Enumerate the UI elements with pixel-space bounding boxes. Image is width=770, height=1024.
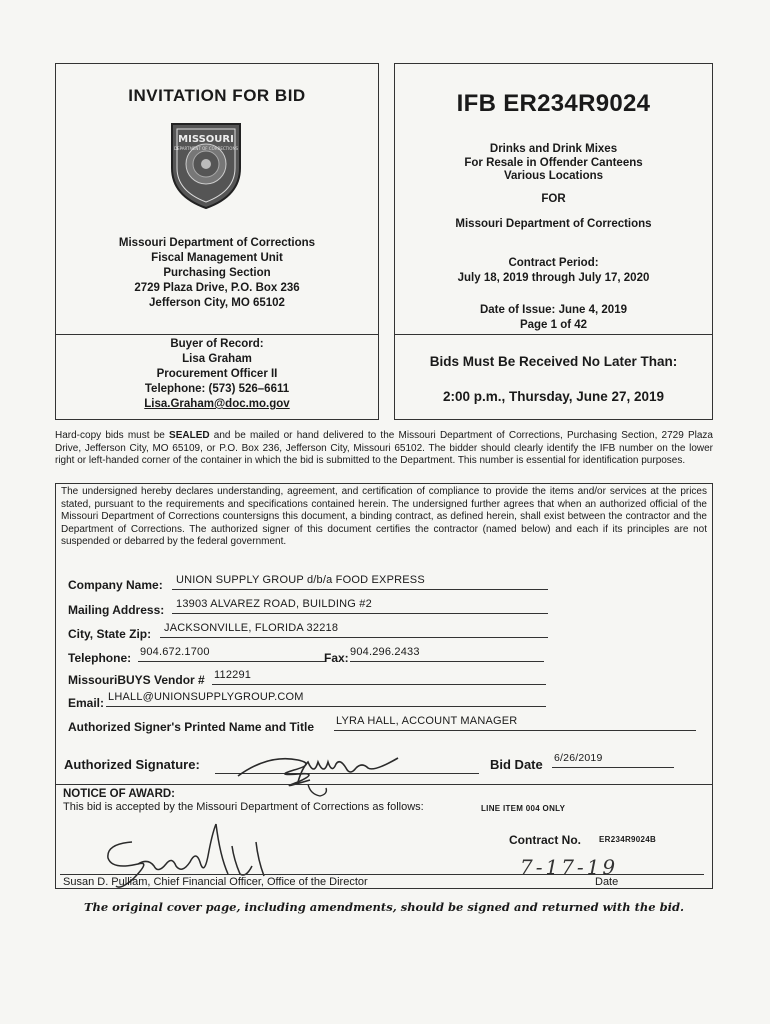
bidder-signature-image [228, 732, 408, 804]
officer-name: Susan D. Pulliam, Chief Financial Officer, Office of the Director [63, 876, 368, 888]
contract-period [394, 256, 713, 286]
agency-name: Missouri Department of Corrections [118, 237, 316, 249]
bid-date-label [490, 757, 543, 772]
award-date-label: Date [595, 876, 619, 888]
agency-unit: Fiscal Management Unit [151, 252, 283, 264]
agency-address-line1: 2729 Plaza Drive, P.O. Box 236 [134, 282, 300, 294]
issue-date: Date of Issue: June 4, 2019 [479, 304, 627, 316]
ifb-agency: Missouri Department of Corrections [455, 218, 652, 230]
desc-line1: Drinks and Drink Mixes [489, 143, 618, 155]
award-divider [55, 784, 713, 785]
footer-note: The original cover page, including amendments, should be signed and returned with the bid. [83, 900, 685, 914]
agency-address [55, 236, 379, 311]
desc-line2: For Resale in Offender Canteens [464, 156, 643, 169]
vendor-number-field[interactable]: 112291 [212, 669, 546, 685]
authorized-signature-label [64, 757, 200, 772]
buyer-email-link[interactable]: Lisa.Graham@doc.mo.gov [144, 398, 290, 410]
email-field[interactable]: LHALL@UNIONSUPPLYGROUP.COM [106, 691, 546, 707]
desc-line3: Various Locations [503, 170, 604, 182]
signer-name-label: Authorized Signer's Printed Name and Title [68, 720, 315, 734]
page-count: Page 1 of 42 [519, 319, 588, 331]
page-title: INVITATION FOR BID [128, 86, 306, 105]
company-name-label: Company Name: [68, 578, 163, 592]
city-state-zip-label: City, State Zip: [68, 627, 152, 641]
bid-date-label-text: Bid Date [490, 757, 543, 772]
buyer-title: Procurement Officer II [156, 368, 278, 380]
bid-date-field[interactable]: 6/26/2019 [552, 752, 674, 768]
buyer-label: Buyer of Record: [170, 338, 264, 350]
agency-section: Purchasing Section [163, 267, 271, 279]
ifb-description [394, 143, 713, 184]
instructions-sealed: SEALED [169, 430, 210, 441]
award-date-value: 7-17-19 [520, 855, 619, 879]
contract-number-value: ER234R9024B [599, 835, 657, 844]
contract-number-label: Contract No. [509, 833, 581, 847]
buyer-info [55, 337, 379, 412]
declaration-text: The undersigned hereby declares understanding, agreement, and certification of compliance to provide the items and/or services at the prices stated, pursuant to the requirements and specifications contained herein. The undersigned further agrees that when an authorized official of the Missouri Department of Corrections countersigns this document, a binding contract, as defined herein, shall exist between the contractor and the Department of Corrections. The authorized signer of this document certifies the contractor (named below) and each if its principles are not suspended or debarred by the federal government. [61, 486, 707, 547]
line-item-text: LINE ITEM 004 ONLY [481, 804, 566, 813]
telephone-label: Telephone: [68, 651, 132, 665]
signer-name-field[interactable]: LYRA HALL, ACCOUNT MANAGER [334, 715, 696, 731]
award-title: NOTICE OF AWARD: [63, 788, 176, 800]
deadline-panel [394, 334, 713, 420]
fax-label: Fax: [324, 651, 349, 665]
mailing-address-field[interactable]: 13903 ALVAREZ ROAD, BUILDING #2 [172, 598, 548, 614]
buyer-name: Lisa Graham [182, 353, 252, 365]
missouri-doc-seal [168, 120, 244, 210]
for-label: FOR [541, 193, 566, 205]
signature-label-text: Authorized Signature: [64, 757, 200, 772]
ifb-number: IFB ER234R9024 [456, 90, 651, 117]
vendor-number-label: MissouriBUYS Vendor # [68, 673, 205, 687]
fax-field[interactable]: 904.296.2433 [350, 646, 544, 662]
deadline-label: Bids Must Be Received No Later Than: [429, 354, 678, 369]
buyer-phone: Telephone: (573) 526–6611 [144, 383, 290, 395]
instructions-pre: Hard-copy bids must be [55, 430, 170, 441]
city-state-zip-field[interactable]: JACKSONVILLE, FLORIDA 32218 [160, 622, 548, 638]
contract-period-dates: July 18, 2019 through July 17, 2020 [457, 272, 650, 284]
award-text: This bid is accepted by the Missouri Department of Corrections as follows: [63, 801, 424, 813]
submission-instructions [55, 430, 713, 468]
officer-signature-line [60, 874, 704, 875]
email-label: Email: [68, 696, 105, 710]
deadline-time: 2:00 p.m., Thursday, June 27, 2019 [442, 389, 665, 404]
svg-text:MISSOURI: MISSOURI [178, 134, 234, 145]
contract-period-label: Contract Period: [508, 257, 599, 269]
agency-address-line2: Jefferson City, MO 65102 [149, 297, 285, 309]
telephone-field[interactable]: 904.672.1700 [138, 646, 325, 662]
svg-text:DEPARTMENT OF CORRECTIONS: DEPARTMENT OF CORRECTIONS [174, 146, 238, 151]
instructions-post: and be mailed or hand delivered to the Missouri Department of Corrections, Purchasing Section, 2729 Plaza Drive, Jefferson City, MO 65109, or P.O. Box 236, Jefferson City, Missouri 65102. The bidder should clearly identify the IFB number on the lower right or left-handed corner of the container in which the bid is submitted to the Department. This number is essential for identification purposes. [55, 430, 713, 466]
company-name-field[interactable]: UNION SUPPLY GROUP d/b/a FOOD EXPRESS [172, 574, 548, 590]
issue-info [394, 303, 713, 333]
mailing-address-label: Mailing Address: [68, 603, 165, 617]
